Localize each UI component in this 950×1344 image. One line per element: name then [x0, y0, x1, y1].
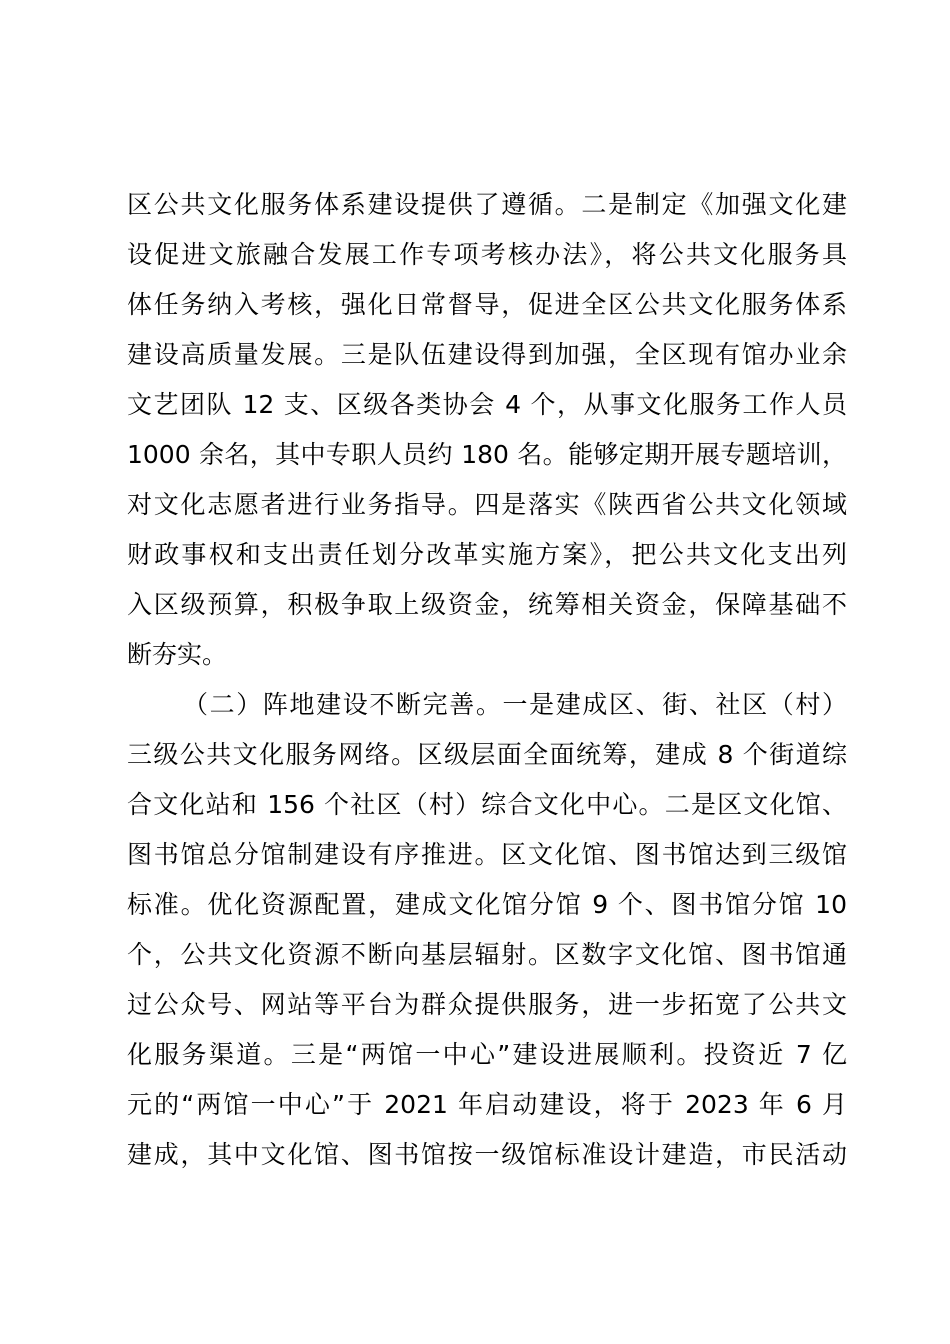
text-line: 元的“两馆一中心”于 2021 年启动建设，将于 2023 年 6 月 [127, 1090, 847, 1119]
text-line: 图书馆总分馆制建设有序推进。区文化馆、图书馆达到三级馆 [127, 840, 847, 869]
body-text [127, 180, 847, 1180]
text-line: 对文化志愿者进行业务指导。四是落实《陕西省公共文化领域 [127, 490, 847, 519]
text-line: 合文化站和 156 个社区（村）综合文化中心。二是区文化馆、 [127, 790, 847, 819]
text-line: 入区级预算，积极争取上级资金，统筹相关资金，保障基础不 [127, 590, 847, 619]
text-line: 1000 余名，其中专职人员约 180 名。能够定期开展专题培训， [127, 440, 847, 469]
section-heading-line: （二）阵地建设不断完善。一是建成区、街、社区（村） [183, 690, 847, 719]
text-line: 断夯实。 [127, 640, 228, 669]
text-line: 标准。优化资源配置，建成文化馆分馆 9 个、图书馆分馆 10 [127, 890, 847, 919]
text-line: 化服务渠道。三是“两馆一中心”建设进展顺利。投资近 7 亿 [127, 1040, 847, 1069]
text-line: 文艺团队 12 支、区级各类协会 4 个，从事文化服务工作人员 [127, 390, 847, 419]
text-line: 设促进文旅融合发展工作专项考核办法》，将公共文化服务具 [127, 240, 847, 269]
paragraph-1 [127, 180, 847, 680]
text-line: 体任务纳入考核，强化日常督导，促进全区公共文化服务体系 [127, 290, 847, 319]
text-line: 个，公共文化资源不断向基层辐射。区数字文化馆、图书馆通 [127, 940, 847, 969]
text-line: 区公共文化服务体系建设提供了遵循。二是制定《加强文化建 [127, 190, 847, 219]
paragraph-2 [127, 680, 847, 1180]
text-line: 三级公共文化服务网络。区级层面全面统筹，建成 8 个街道综 [127, 740, 847, 769]
text-line: 过公众号、网站等平台为群众提供服务，进一步拓宽了公共文 [127, 990, 847, 1019]
text-line: 财政事权和支出责任划分改革实施方案》，把公共文化支出列 [127, 540, 847, 569]
text-line: 建设高质量发展。三是队伍建设得到加强，全区现有馆办业余 [127, 340, 847, 369]
text-line: 建成，其中文化馆、图书馆按一级馆标准设计建造，市民活动 [127, 1140, 847, 1169]
